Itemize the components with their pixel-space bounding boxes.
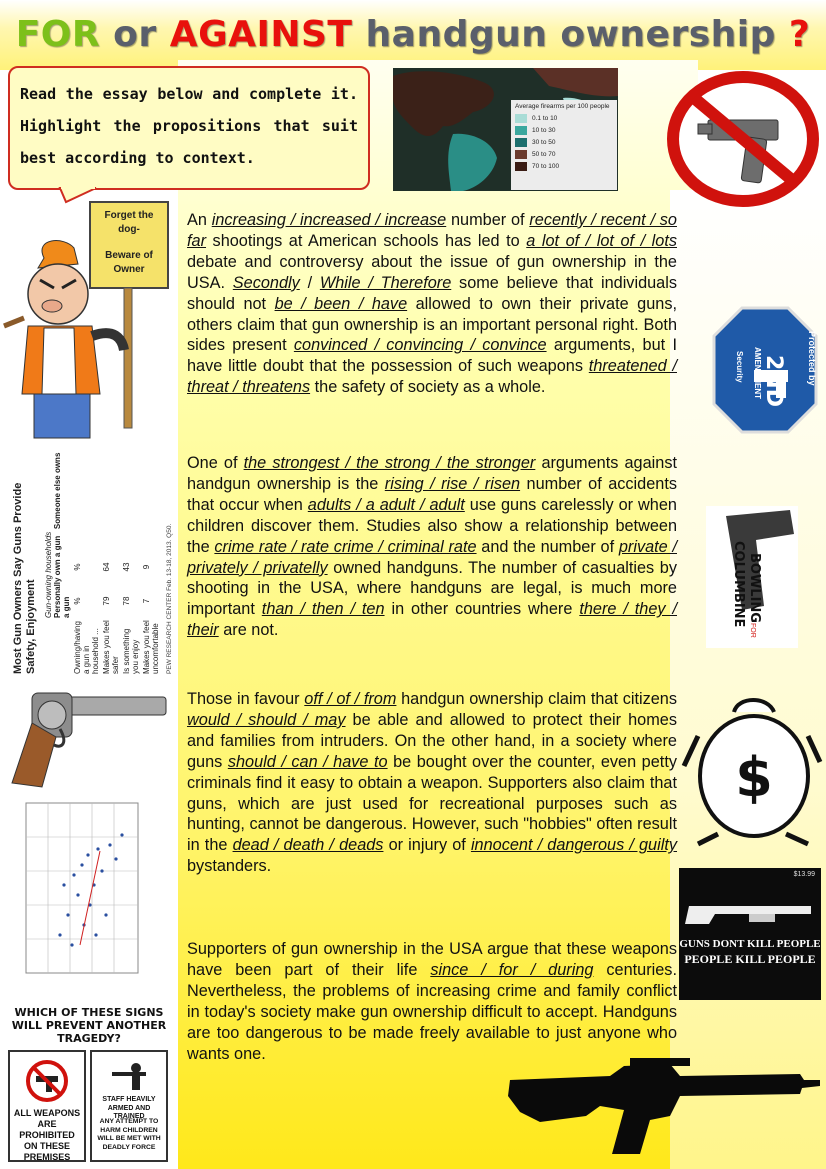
- survey-row-a: 78: [122, 596, 131, 606]
- rifleman-icon: [106, 1058, 152, 1094]
- survey-source: PEW RESEARCH CENTER Feb. 13-18, 2013. Q50.: [166, 523, 173, 674]
- bowling-title-for: FOR: [749, 623, 756, 638]
- essay-text: Supporters of gun ownership in the USA argue that these weapons have been part of their life: [187, 940, 677, 979]
- instructions-text: Read the essay below and complete it. Highlight the propositions that suit best according to context.: [20, 85, 358, 167]
- which-signs-title: WHICH OF THESE SIGNS WILL PREVENT ANOTHER TRAGEDY?: [11, 1006, 167, 1045]
- guns-dont-kill-people-poster: [679, 868, 821, 1000]
- title-question-mark: ?: [788, 14, 811, 55]
- essay-text: be bought over the counter, even petty criminals find it easy to obtain a weapon. Supporters also claim that guns, which are just used for recreational purposes such as hunting, cannot be dangerous. However, such "hobbies" often result in the: [187, 752, 677, 855]
- answer-options[interactable]: threatened / threat / threatens: [187, 357, 677, 397]
- answer-options[interactable]: off / of / from: [304, 690, 397, 708]
- second-amendment-badge: [712, 306, 818, 434]
- answer-options[interactable]: adults / a adult / adult: [307, 495, 465, 514]
- essay-text: shootings at American schools has led to: [206, 231, 527, 250]
- instructions-callout: [8, 66, 370, 190]
- map-legend-item: [515, 138, 613, 147]
- answer-options[interactable]: increasing / increased / increase: [211, 211, 447, 229]
- answer-options[interactable]: the strongest / the strong / the stronger: [243, 454, 536, 472]
- legend-label: 50 to 70: [532, 151, 556, 158]
- poster-line-1: GUNS DONT KILL PEOPLE: [679, 938, 821, 950]
- essay-text: An: [187, 211, 212, 229]
- dog-sign-line1: Forget the: [104, 210, 154, 221]
- legend-swatch: [515, 162, 527, 171]
- no-weapons-icon: [24, 1058, 70, 1104]
- sign2-top-text: STAFF HEAVILY ARMED AND TRAINED: [102, 1096, 156, 1120]
- answer-options[interactable]: While / Therefore: [319, 273, 452, 292]
- firearms-world-map: [393, 68, 618, 191]
- essay-text: the safety of society as a whole.: [310, 378, 546, 397]
- answer-options[interactable]: should / can / have to: [227, 752, 388, 771]
- table-row: [142, 454, 160, 674]
- survey-title: Most Gun Owners Say Guns Provide Safety, Enjoyment: [12, 482, 37, 674]
- map-legend-title: Average firearms per 100 people: [515, 103, 610, 110]
- survey-row-a: %: [73, 597, 82, 605]
- map-legend-item: [515, 150, 613, 159]
- map-legend-item: [515, 126, 613, 135]
- legend-label: 30 to 50: [532, 139, 556, 146]
- answer-options[interactable]: would / should / may: [187, 710, 346, 729]
- answer-options[interactable]: dead / death / deads: [232, 836, 384, 855]
- bowling-for-columbine-poster: [706, 506, 798, 648]
- survey-row-label: Makes you feel safer: [102, 620, 120, 674]
- survey-row-label: Owning/having a gun in household ...: [73, 621, 100, 674]
- survey-row-label: Is something you enjoy: [122, 628, 140, 674]
- essay-text: be able and allowed to protect their homes and families from intruders. On the other hand, in a society where guns: [187, 710, 677, 771]
- essay-text: arguments against handgun ownership is the: [187, 454, 677, 493]
- table-row: [73, 454, 100, 674]
- answer-options[interactable]: recently / recent / so far: [187, 211, 677, 250]
- answer-options[interactable]: Secondly: [232, 273, 300, 292]
- svg-text:$: $: [735, 746, 773, 809]
- legend-label: 70 to 100: [532, 163, 560, 170]
- legend-label: 10 to 30: [532, 127, 556, 134]
- answer-options[interactable]: be / been / have: [274, 294, 408, 313]
- dog-sign-line2: dog-: [118, 224, 140, 235]
- answer-options[interactable]: crime rate / rate crime / criminal rate: [214, 537, 477, 556]
- title-for: FOR: [15, 14, 101, 55]
- essay-text: number of: [446, 211, 530, 229]
- legend-swatch: [515, 138, 527, 147]
- essay-text: handgun ownership claim that citizens: [396, 690, 677, 708]
- money-bag-cartoon: [678, 676, 824, 846]
- survey-row-b: 9: [142, 564, 151, 570]
- gun-owners-survey-table: [8, 448, 173, 680]
- essay-text: arguments, but I have little doubt that the possession of such weapons: [187, 336, 677, 376]
- essay-text: centuries. Nevertheless, the problems of increasing crime and family conflict in today's society make gun ownership difficult to accept. Handguns are too dangerous to be made freely available to just anyone who wants one.: [187, 960, 677, 1063]
- answer-options[interactable]: there / they / their: [187, 600, 677, 640]
- essay-text: allowed to own their private guns, others claim that gun ownership is an important personal right. Both sides present: [187, 294, 677, 355]
- poster-line-2: PEOPLE KILL PEOPLE: [684, 952, 816, 966]
- legend-swatch: [515, 114, 527, 123]
- poster-price: $13.99: [793, 871, 815, 878]
- essay-text: in other countries where: [384, 600, 580, 619]
- essay-text: One of: [187, 454, 244, 472]
- answer-options[interactable]: a lot of / lot of / lots: [526, 231, 677, 250]
- map-legend-item: [515, 114, 613, 123]
- essay-text: owned handguns. The number of casualties by shooting in the USA, where handguns are legal, is much more important: [187, 558, 677, 619]
- weapons-prohibited-sign: [8, 1050, 86, 1162]
- armed-staff-sign: [90, 1050, 168, 1162]
- essay-text: use guns carelessly or when children discover them. Studies also show a relationship between the: [187, 495, 677, 556]
- legend-swatch: [515, 126, 527, 135]
- map-legend-item: [515, 162, 613, 171]
- legend-swatch: [515, 150, 527, 159]
- essay-paragraph-4: [187, 939, 677, 1064]
- survey-columns: [53, 448, 71, 618]
- survey-col1: Personally own a gun: [53, 535, 62, 618]
- survey-subhead: Gun-owning households: [44, 531, 53, 618]
- essay-text: number of accidents that occur when: [187, 474, 677, 514]
- table-row: [102, 454, 120, 674]
- survey-row-b: %: [73, 563, 82, 571]
- essay-text: or injury of: [383, 836, 471, 855]
- sign2-bottom-text: ANY ATTEMPT TO HARM CHILDREN WILL BE MET WITH DEADLY FORCE: [97, 1118, 161, 1151]
- essay-paragraph-1: [187, 210, 677, 398]
- no-guns-sign-icon: [668, 72, 818, 206]
- dog-sign-line4: Owner: [113, 264, 145, 275]
- title-or: or: [113, 14, 157, 55]
- essay-text: some believe that individuals should not: [187, 273, 677, 313]
- survey-row-a: 7: [142, 598, 151, 604]
- essay-text: bystanders.: [187, 857, 272, 876]
- essay-text: and the number of: [476, 537, 619, 556]
- essay-paragraph-2: [187, 453, 677, 641]
- page-title: [0, 14, 826, 55]
- title-against: AGAINST: [169, 14, 353, 55]
- shotgun-icon: [689, 896, 811, 930]
- bowling-title-2: COLUMBINE: [731, 541, 746, 628]
- survey-row-b: 43: [122, 562, 131, 572]
- survey-col2: Someone else owns a gun: [53, 452, 71, 618]
- answer-options[interactable]: private / privately / privatelly: [187, 537, 677, 577]
- answer-options[interactable]: convinced / convincing / convince: [293, 336, 547, 355]
- survey-row-label: Makes you feel uncomfortable: [142, 620, 160, 674]
- legend-label: 0.1 to 10: [532, 115, 558, 122]
- badge-protected-text: Protected by: [807, 331, 817, 386]
- map-legend: [511, 100, 617, 190]
- bowling-title-1: BOWLING: [747, 553, 762, 623]
- answer-options[interactable]: than / then / ten: [261, 600, 385, 619]
- answer-options[interactable]: innocent / dangerous / guilty: [470, 836, 678, 855]
- essay-text: /: [299, 273, 320, 292]
- dog-sign-line3: Beware of: [105, 250, 153, 261]
- essay-paragraph-3: [187, 689, 677, 877]
- title-rest: handgun ownership: [365, 14, 776, 55]
- answer-options[interactable]: rising / rise / risen: [384, 474, 521, 493]
- crime-vs-gun-ownership-scatter: [4, 795, 166, 1000]
- beware-of-owner-cartoon: [4, 198, 176, 448]
- answer-options[interactable]: since / for / during: [430, 960, 594, 979]
- sign1-text: ALL WEAPONS ARE PROHIBITED ON THESE PREMISES: [13, 1108, 81, 1162]
- revolver-icon: [2, 683, 172, 793]
- essay-text: are not.: [218, 621, 279, 640]
- essay-text: Those in favour: [187, 690, 305, 708]
- table-row: [122, 454, 140, 674]
- survey-row-b: 64: [102, 562, 111, 572]
- essay-text: debate and controversy about the issue of gun ownership in the USA.: [187, 252, 677, 292]
- badge-security-text: Security: [735, 351, 744, 383]
- survey-row-a: 79: [102, 596, 111, 606]
